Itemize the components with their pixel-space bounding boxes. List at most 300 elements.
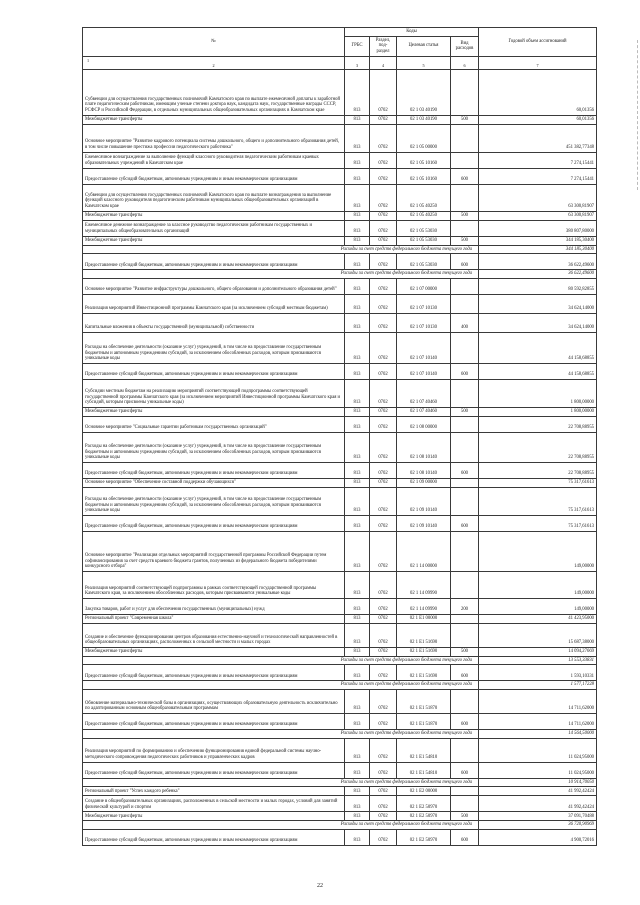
note-amount: 36 622,49600: [479, 270, 597, 279]
expense-type-code: 600: [451, 515, 479, 531]
amount-value: 22 708,88955: [479, 432, 597, 462]
section-code: 0702: [370, 69, 397, 115]
grbs-code: 813: [345, 762, 370, 778]
expense-type-code: [451, 478, 479, 487]
header-number: №: [83, 28, 345, 57]
table-row: [83, 278, 597, 294]
amount-value: 4 900,72016: [479, 829, 597, 845]
amount-value: 63 300,81907: [479, 211, 597, 220]
target-code: 02 1 07 10130: [397, 294, 451, 313]
federal-budget-note-row: [83, 681, 597, 690]
expense-type-code: 600: [451, 168, 479, 184]
section-code: 0702: [370, 812, 397, 821]
target-code: 02 1 07 10140: [397, 363, 451, 379]
target-code: 02 1 E1 00000: [397, 614, 451, 623]
table-row: [83, 254, 597, 270]
amount-value: 1 593,10331: [479, 665, 597, 681]
col-num-1: 1: [87, 57, 90, 63]
grbs-code: 813: [345, 462, 370, 478]
section-code: 0702: [370, 623, 397, 647]
item-name: Предоставление субсидий бюджетным, автономным учреждениям и иным некоммерческим организациям: [83, 829, 345, 845]
amount-value: 80 592,82855: [479, 278, 597, 294]
expense-type-code: 500: [451, 211, 479, 220]
grbs-code: 813: [345, 168, 370, 184]
target-code: 02 1 07 40460: [397, 379, 451, 407]
section-code: 0702: [370, 152, 397, 168]
amount-value: 149,00000: [479, 531, 597, 571]
federal-budget-note-row: [83, 656, 597, 665]
section-code: 0702: [370, 614, 397, 623]
target-code: 02 1 E1 51870: [397, 689, 451, 713]
amount-value: 7 274,15441: [479, 168, 597, 184]
target-code: 02 1 07 10140: [397, 332, 451, 363]
item-name: Предоставление субсидий бюджетным, автономным учреждениям и иным некоммерческим организациям: [83, 254, 345, 270]
table-row: [83, 796, 597, 812]
grbs-code: 813: [345, 220, 370, 236]
grbs-code: 813: [345, 363, 370, 379]
amount-value: 22 708,88955: [479, 416, 597, 432]
section-code: 0702: [370, 332, 397, 363]
expense-type-code: [451, 184, 479, 211]
note-text: Расходы за счет средств федерального бюджета текущего года: [83, 656, 479, 665]
amount-value: 36 622,49600: [479, 254, 597, 270]
table-row: [83, 236, 597, 245]
item-name: Предоставление субсидий бюджетным, автономным учреждениям и иным некоммерческим организациям: [83, 168, 345, 184]
section-code: 0702: [370, 487, 397, 515]
grbs-code: 813: [345, 478, 370, 487]
note-text: Расходы за счет средств федерального бюджета текущего года: [83, 681, 479, 690]
section-code: 0702: [370, 829, 397, 845]
expense-type-code: 600: [451, 254, 479, 270]
amount-value: 11 024,95000: [479, 762, 597, 778]
grbs-code: 813: [345, 416, 370, 432]
note-text: Расходы за счет средств федерального бюджета текущего года: [83, 270, 479, 279]
section-code: 0702: [370, 115, 397, 124]
target-code: 02 1 07 00000: [397, 278, 451, 294]
item-name: Основное мероприятие "Развитие кадрового потенциала системы дошкольного, общего и дополнительного образования детей, в том числе повышение престижа профессии педагогического работника": [83, 124, 345, 152]
section-code: 0702: [370, 211, 397, 220]
budget-table: [82, 27, 597, 846]
grbs-code: 813: [345, 313, 370, 332]
grbs-code: 813: [345, 796, 370, 812]
grbs-code: 813: [345, 432, 370, 462]
table-row: [83, 487, 597, 515]
section-code: 0702: [370, 220, 397, 236]
grbs-code: 813: [345, 487, 370, 515]
grbs-code: 813: [345, 571, 370, 598]
target-code: 02 1 07 40460: [397, 407, 451, 416]
note-amount: 10 914,70050: [479, 778, 597, 787]
section-code: 0702: [370, 647, 397, 656]
item-name: Предоставление субсидий бюджетным, автономным учреждениям и иным некоммерческим организациям: [83, 713, 345, 729]
amount-value: 41 423,95000: [479, 614, 597, 623]
target-code: 02 1 E1 54810: [397, 762, 451, 778]
expense-type-code: [451, 278, 479, 294]
grbs-code: 813: [345, 623, 370, 647]
target-code: 02 1 E1 51870: [397, 713, 451, 729]
section-code: 0702: [370, 236, 397, 245]
target-code: 02 1 05 40250: [397, 211, 451, 220]
expense-type-code: [451, 69, 479, 115]
expense-type-code: 500: [451, 407, 479, 416]
amount-value: 344 185,30400: [479, 236, 597, 245]
target-code: 02 1 14 00000: [397, 531, 451, 571]
item-name: Ежемесячное вознаграждение за выполнение функций классного руководителя педагогическим работникам краевых образовательных учреждений в Камчатском крае: [83, 152, 345, 168]
grbs-code: 813: [345, 713, 370, 729]
table-row: [83, 689, 597, 713]
target-code: 02 1 07 10130: [397, 313, 451, 332]
item-name: Предоставление субсидий бюджетным, автономным учреждениям и иным некоммерческим организациям: [83, 762, 345, 778]
table-row: [83, 432, 597, 462]
expense-type-code: 600: [451, 665, 479, 681]
item-name: Реализация мероприятий Инвестиционной программы Камчатского края (за исключением субсидий местным бюджетам): [83, 294, 345, 313]
amount-value: 63 300,81907: [479, 184, 597, 211]
expense-type-code: 200: [451, 598, 479, 614]
grbs-code: 813: [345, 278, 370, 294]
target-code: 02 1 E2 50970: [397, 829, 451, 845]
amount-value: 22 708,88955: [479, 462, 597, 478]
amount-value: 14 094,27669: [479, 647, 597, 656]
note-amount: 344 185,30400: [479, 245, 597, 254]
item-name: Реализация мероприятий соответствующей подпрограммы в рамках соответствующей государственной программы Камчатского края, за исключением обособленных расходов, которым присваиваются уникальные коды: [83, 571, 345, 598]
grbs-code: 813: [345, 124, 370, 152]
table-row: [83, 462, 597, 478]
amount-value: 44 158,68855: [479, 332, 597, 363]
grbs-code: 813: [345, 665, 370, 681]
target-code: 02 1 08 00000: [397, 416, 451, 432]
target-code: 02 1 E1 51690: [397, 623, 451, 647]
table-row: [83, 184, 597, 211]
grbs-code: 813: [345, 211, 370, 220]
column-number-row: [83, 56, 597, 69]
table-row: [83, 738, 597, 762]
expense-type-code: [451, 787, 479, 796]
item-name: Субвенции для осуществления государственных полномочий Камчатского края по выплате ежемесячной доплаты к заработной плате педагогическим работникам, имеющим ученые степени доктора наук, кандидата наук, государственные награды СССР, РСФСР и Российской Федерации, в отдельных муниципальных общеобразовательных организациях в Камчатском крае: [83, 69, 345, 115]
section-code: 0702: [370, 294, 397, 313]
amount-value: 1 800,00000: [479, 379, 597, 407]
page-number: 22: [317, 883, 323, 889]
federal-budget-note-row: [83, 821, 597, 830]
section-code: 0702: [370, 124, 397, 152]
table-row: [83, 115, 597, 124]
table-row: [83, 407, 597, 416]
table-row: [83, 598, 597, 614]
target-code: 02 1 E2 50970: [397, 812, 451, 821]
item-name: Ежемесячное денежное вознаграждение за классное руководство педагогическим работникам государственных и муниципальных общеобразовательных организаций: [83, 220, 345, 236]
section-code: 0702: [370, 515, 397, 531]
grbs-code: 813: [345, 614, 370, 623]
item-name: Создание в общеобразовательных организациях, расположенных в сельской местности и малых городах, условий для занятий физической культурой и спортом: [83, 796, 345, 812]
grbs-code: 813: [345, 184, 370, 211]
amount-value: 14 711,62000: [479, 713, 597, 729]
expense-type-code: [451, 571, 479, 598]
target-code: 02 1 09 00000: [397, 478, 451, 487]
target-code: 02 1 05 53030: [397, 254, 451, 270]
section-code: 0702: [370, 407, 397, 416]
col-num-7: 7: [479, 56, 597, 69]
target-code: 02 1 05 53030: [397, 220, 451, 236]
grbs-code: 813: [345, 598, 370, 614]
target-code: 02 1 08 10140: [397, 462, 451, 478]
item-name: Расходы на обеспечение деятельности (оказание услуг) учреждений, в том числе на предоставление государственным бюджетным и автономным учреждениям субсидий, за исключением обособленных расходов, которым присваиваются уникальные коды: [83, 332, 345, 363]
grbs-code: 813: [345, 689, 370, 713]
table-row: [83, 787, 597, 796]
section-code: 0702: [370, 184, 397, 211]
expense-type-code: [451, 432, 479, 462]
grbs-code: 813: [345, 812, 370, 821]
table-row: [83, 829, 597, 845]
expense-type-code: [451, 152, 479, 168]
scan-margin: [634, 40, 638, 190]
amount-value: 37 091,70488: [479, 812, 597, 821]
table-row: [83, 515, 597, 531]
amount-value: 60,01356: [479, 69, 597, 115]
section-code: 0702: [370, 432, 397, 462]
col-num-6: 6: [451, 56, 479, 69]
target-code: 02 1 E2 00000: [397, 787, 451, 796]
expense-type-code: [451, 623, 479, 647]
section-code: 0702: [370, 278, 397, 294]
item-name: Основное мероприятие "Обеспечение составной поддержки обучающихся": [83, 478, 345, 487]
table-row: [83, 713, 597, 729]
item-name: Субсидии местным бюджетам на реализацию мероприятий соответствующей подпрограммы соответствующей государственной программы Камчатского края (за исключением мероприятий Инвестиционной программы Камчатского края и субсидий, которым присвоены уникальные коды): [83, 379, 345, 407]
item-name: Субвенции для осуществления государственных полномочий Камчатского края по выплате вознаграждения за выполнение функций классного руководителя педагогическим работникам муниципальных общеобразовательных организаций в Камчатском крае: [83, 184, 345, 211]
header-volume: Годовой объем ассигнований: [479, 28, 597, 57]
item-name: Межбюджетные трансферты: [83, 647, 345, 656]
note-amount: 13 553,33831: [479, 656, 597, 665]
target-code: 02 1 08 10140: [397, 432, 451, 462]
col-num-3: 3: [345, 56, 370, 69]
expense-type-code: 500: [451, 236, 479, 245]
expense-type-code: [451, 124, 479, 152]
section-code: 0702: [370, 571, 397, 598]
item-name: Региональный проект "Успех каждого ребенка": [83, 787, 345, 796]
section-code: 0702: [370, 598, 397, 614]
grbs-code: 813: [345, 115, 370, 124]
amount-value: 60,01356: [479, 115, 597, 124]
item-name: Основное мероприятие "Развитие инфраструктуры дошкольного, общего образования и дополнительного образования детей": [83, 278, 345, 294]
grbs-code: 813: [345, 294, 370, 313]
col-num-5: 5: [397, 56, 451, 69]
federal-budget-note-row: [83, 778, 597, 787]
target-code: 02 1 09 10140: [397, 515, 451, 531]
target-code: 02 1 14 09990: [397, 571, 451, 598]
item-name: Межбюджетные трансферты: [83, 236, 345, 245]
note-text: Расходы за счет средств федерального бюджета текущего года: [83, 821, 479, 830]
target-code: 02 1 05 10160: [397, 168, 451, 184]
table-row: [83, 762, 597, 778]
amount-value: 1 800,00000: [479, 407, 597, 416]
table-row: [83, 124, 597, 152]
note-text: Расходы за счет средств федерального бюджета текущего года: [83, 245, 479, 254]
section-code: 0702: [370, 313, 397, 332]
expense-type-code: [451, 487, 479, 515]
col-num-4: 4: [370, 56, 397, 69]
item-name: Межбюджетные трансферты: [83, 211, 345, 220]
item-name: Расходы на обеспечение деятельности (оказание услуг) учреждений, в том числе на предоставление государственным бюджетным и автономным учреждениям субсидий, за исключением обособленных расходов, которым присваиваются уникальные коды: [83, 487, 345, 515]
amount-value: 75 317,61613: [479, 478, 597, 487]
item-name: Создание и обеспечение функционирования центров образования естественно-научной и технологической направленностей в общеобразовательных организациях, расположенных в сельской местности и малых городах: [83, 623, 345, 647]
table-row: [83, 220, 597, 236]
target-code: 02 1 E1 51690: [397, 647, 451, 656]
note-text: Расходы за счет средств федерального бюджета текущего года: [83, 729, 479, 738]
section-code: 0702: [370, 363, 397, 379]
grbs-code: 813: [345, 407, 370, 416]
target-code: 02 1 03 40190: [397, 69, 451, 115]
section-code: 0702: [370, 478, 397, 487]
grbs-code: 813: [345, 332, 370, 363]
expense-type-code: 600: [451, 462, 479, 478]
note-amount: 14 564,50000: [479, 729, 597, 738]
target-code: 02 1 09 10140: [397, 487, 451, 515]
item-name: Предоставление субсидий бюджетным, автономным учреждениям и иным некоммерческим организациям: [83, 665, 345, 681]
table-row: [83, 294, 597, 313]
item-name: Основное мероприятие "Социальные гарантии работникам государственных организаций": [83, 416, 345, 432]
amount-value: 75 317,61613: [479, 515, 597, 531]
item-name: Предоставление субсидий бюджетным, автономным учреждениям и иным некоммерческим организациям: [83, 515, 345, 531]
federal-budget-note-row: [83, 270, 597, 279]
amount-value: 75 317,61613: [479, 487, 597, 515]
table-row: [83, 152, 597, 168]
section-code: 0702: [370, 762, 397, 778]
amount-value: 44 158,68855: [479, 363, 597, 379]
target-code: 02 1 05 10160: [397, 152, 451, 168]
table-row: [83, 416, 597, 432]
target-code: 02 1 E2 50970: [397, 796, 451, 812]
amount-value: 41 992,42424: [479, 796, 597, 812]
table-row: [83, 379, 597, 407]
table-row: [83, 812, 597, 821]
table-row: [83, 363, 597, 379]
target-code: 02 1 14 09990: [397, 598, 451, 614]
note-text: Расходы за счет средств федерального бюджета текущего года: [83, 778, 479, 787]
section-code: 0702: [370, 168, 397, 184]
federal-budget-note-row: [83, 729, 597, 738]
note-amount: 1 577,17228: [479, 681, 597, 690]
target-code: 02 1 05 00000: [397, 124, 451, 152]
grbs-code: 813: [345, 152, 370, 168]
amount-value: 149,00000: [479, 571, 597, 598]
federal-budget-note-row: [83, 245, 597, 254]
amount-value: 34 624,14000: [479, 313, 597, 332]
expense-type-code: [451, 689, 479, 713]
grbs-code: 813: [345, 69, 370, 115]
expense-type-code: 600: [451, 762, 479, 778]
amount-value: 15 687,38000: [479, 623, 597, 647]
amount-value: 380 807,80000: [479, 220, 597, 236]
expense-type-code: [451, 738, 479, 762]
grbs-code: 813: [345, 254, 370, 270]
col-num-2: 2: [212, 62, 215, 68]
expense-type-code: 400: [451, 313, 479, 332]
target-code: 02 1 E1 54810: [397, 738, 451, 762]
table-row: [83, 531, 597, 571]
table-row: [83, 211, 597, 220]
expense-type-code: 500: [451, 647, 479, 656]
expense-type-code: [451, 379, 479, 407]
item-name: Реализация мероприятий по формированию и обеспечению функционирования единой федеральной системы научно-методического сопровождения педагогических работников и управленческих кадров: [83, 738, 345, 762]
grbs-code: 813: [345, 531, 370, 571]
expense-type-code: [451, 614, 479, 623]
item-name: Капитальные вложения в объекты государственной (муниципальной) собственности: [83, 313, 345, 332]
section-code: 0702: [370, 713, 397, 729]
section-code: 0702: [370, 531, 397, 571]
header-grbs: ГРБС: [345, 36, 370, 56]
section-code: 0702: [370, 254, 397, 270]
table-row: [83, 478, 597, 487]
expense-type-code: [451, 220, 479, 236]
item-name: Межбюджетные трансферты: [83, 812, 345, 821]
table-row: [83, 647, 597, 656]
expense-type-code: 600: [451, 829, 479, 845]
table-row: [83, 313, 597, 332]
table-row: [83, 623, 597, 647]
section-code: 0702: [370, 416, 397, 432]
note-amount: 36 720,90969: [479, 821, 597, 830]
item-name: Основное мероприятие "Реализация отдельных мероприятий государственной программы Российской Федерации путем софинансирования за счет средств краевого бюджета грантов, полученных из федерального бюджета победителями конкурсного отбора": [83, 531, 345, 571]
header-codes: Коды: [345, 28, 479, 37]
item-name: Межбюджетные трансферты: [83, 115, 345, 124]
table-row: [83, 665, 597, 681]
item-name: Обновление материально-технической базы в организациях, осуществляющих образовательную деятельность исключительно по адаптированным основным общеобразовательным программам: [83, 689, 345, 713]
section-code: 0702: [370, 665, 397, 681]
table-row: [83, 168, 597, 184]
grbs-code: 813: [345, 647, 370, 656]
section-code: 0702: [370, 738, 397, 762]
table-row: [83, 332, 597, 363]
amount-value: 149,00000: [479, 598, 597, 614]
item-name: Предоставление субсидий бюджетным, автономным учреждениям и иным некоммерческим организациям: [83, 462, 345, 478]
grbs-code: 813: [345, 787, 370, 796]
grbs-code: 813: [345, 379, 370, 407]
header-section: Раздел, под- раздел: [370, 36, 397, 56]
section-code: 0702: [370, 462, 397, 478]
item-name: Региональный проект "Современная школа": [83, 614, 345, 623]
column-numbers-1-2: [83, 56, 345, 69]
amount-value: 34 624,14000: [479, 294, 597, 313]
header-target: Целевая статья: [397, 36, 451, 56]
expense-type-code: [451, 294, 479, 313]
expense-type-code: 500: [451, 812, 479, 821]
expense-type-code: [451, 332, 479, 363]
grbs-code: 813: [345, 515, 370, 531]
amount-value: 11 024,95000: [479, 738, 597, 762]
budget-table-body: [83, 28, 597, 846]
expense-type-code: [451, 531, 479, 571]
section-code: 0702: [370, 689, 397, 713]
grbs-code: 813: [345, 236, 370, 245]
target-code: 02 1 05 40250: [397, 184, 451, 211]
amount-value: 14 711,62000: [479, 689, 597, 713]
header-expense-type: Вид расходов: [451, 36, 479, 56]
amount-value: 451 382,77348: [479, 124, 597, 152]
table-row: [83, 571, 597, 598]
item-name: Расходы на обеспечение деятельности (оказание услуг) учреждений, в том числе на предоставление государственным бюджетным и автономным учреждениям субсидий, за исключением обособленных расходов, которым присваиваются уникальные коды: [83, 432, 345, 462]
item-name: Предоставление субсидий бюджетным, автономным учреждениям и иным некоммерческим организациям: [83, 363, 345, 379]
section-code: 0702: [370, 796, 397, 812]
grbs-code: 813: [345, 829, 370, 845]
expense-type-code: 600: [451, 713, 479, 729]
target-code: 02 1 03 40190: [397, 115, 451, 124]
grbs-code: 813: [345, 738, 370, 762]
table-header-row: [83, 28, 597, 37]
expense-type-code: [451, 796, 479, 812]
expense-type-code: 600: [451, 363, 479, 379]
table-row: [83, 614, 597, 623]
target-code: 02 1 05 53030: [397, 236, 451, 245]
table-row: [83, 69, 597, 115]
item-name: Межбюджетные трансферты: [83, 407, 345, 416]
